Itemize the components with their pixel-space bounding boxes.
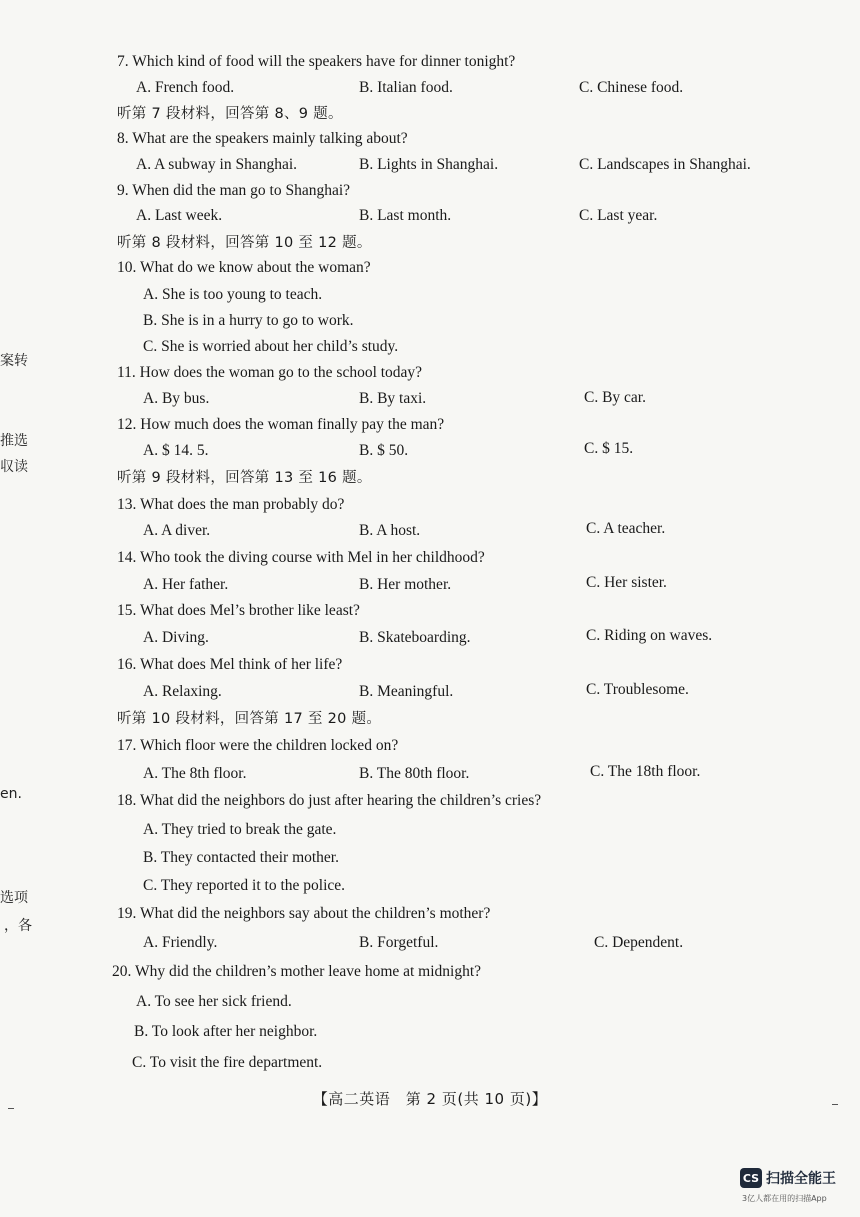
option-b: B. Italian food. — [359, 79, 453, 96]
option-c: C. To visit the fire department. — [132, 1054, 323, 1071]
option-b: B. To look after her neighbor. — [134, 1023, 318, 1040]
margin-fragment: 案转 — [0, 353, 28, 369]
section-heading: 听第 8 段材料，回答第 10 至 12 题。 — [117, 235, 372, 251]
option-c: C. $ 15. — [584, 440, 634, 457]
option-b: B. They contacted their mother. — [143, 849, 339, 866]
option-a: A. Last week. — [136, 207, 223, 224]
section-heading: 听第 7 段材料，回答第 8、9 题。 — [117, 106, 343, 122]
option-a: A. Her father. — [143, 576, 229, 593]
question-stem: 20. Why did the children’s mother leave home at midnight? — [112, 963, 482, 980]
question-stem: 18. What did the neighbors do just after hearing the children’s cries? — [117, 792, 542, 809]
margin-mark — [832, 1104, 838, 1105]
option-a: A. A subway in Shanghai. — [136, 156, 298, 173]
option-c: C. The 18th floor. — [590, 763, 701, 780]
option-c: C. A teacher. — [586, 520, 666, 537]
option-b: B. Forgetful. — [359, 934, 439, 951]
option-b: B. Meaningful. — [359, 683, 454, 700]
cs-logo-icon: CS — [740, 1168, 762, 1188]
margin-mark — [8, 1108, 14, 1109]
question-stem: 10. What do we know about the woman? — [117, 259, 371, 276]
watermark-name: 扫描全能王 — [766, 1171, 836, 1187]
option-a: A. $ 14. 5. — [143, 442, 209, 459]
page-footer: 【高二英语 第 2 页(共 10 页)】 — [312, 1090, 548, 1108]
question-stem: 8. What are the speakers mainly talking about? — [117, 130, 408, 147]
question-stem: 15. What does Mel’s brother like least? — [117, 602, 360, 619]
option-a: A. She is too young to teach. — [143, 286, 323, 303]
option-a: A. Friendly. — [143, 934, 218, 951]
option-b: B. She is in a hurry to go to work. — [143, 312, 354, 329]
question-stem: 16. What does Mel think of her life? — [117, 656, 343, 673]
option-c: C. They reported it to the police. — [143, 877, 346, 894]
option-b: B. Skateboarding. — [359, 629, 471, 646]
option-c: C. Last year. — [579, 207, 658, 224]
question-stem: 14. Who took the diving course with Mel in her childhood? — [117, 549, 485, 566]
question-stem: 11. How does the woman go to the school today? — [117, 364, 423, 381]
question-stem: 17. Which floor were the children locked on? — [117, 737, 399, 754]
option-a: A. The 8th floor. — [143, 765, 247, 782]
option-a: A. French food. — [136, 79, 235, 96]
option-a: A. By bus. — [143, 390, 210, 407]
question-stem: 9. When did the man go to Shanghai? — [117, 182, 351, 199]
section-heading: 听第 10 段材料，回答第 17 至 20 题。 — [117, 711, 382, 727]
question-stem: 7. Which kind of food will the speakers have for dinner tonight? — [117, 53, 516, 70]
margin-fragment: ，各 — [4, 918, 32, 934]
margin-fragment: 推选 — [0, 433, 28, 449]
option-c: C. Riding on waves. — [586, 627, 713, 644]
option-b: B. Last month. — [359, 207, 452, 224]
section-heading: 听第 9 段材料，回答第 13 至 16 题。 — [117, 470, 372, 486]
question-stem: 12. How much does the woman finally pay the man? — [117, 416, 445, 433]
option-b: B. $ 50. — [359, 442, 409, 459]
scanner-watermark — [740, 1168, 836, 1188]
option-c: C. She is worried about her child’s study. — [143, 338, 399, 355]
option-b: B. The 80th floor. — [359, 765, 470, 782]
margin-fragment: 収读 — [0, 459, 28, 475]
option-b: B. A host. — [359, 522, 421, 539]
option-c: C. Her sister. — [586, 574, 667, 591]
option-c: C. Chinese food. — [579, 79, 684, 96]
option-a: A. To see her sick friend. — [136, 993, 292, 1010]
question-stem: 19. What did the neighbors say about the children’s mother? — [117, 905, 491, 922]
option-b: B. By taxi. — [359, 390, 427, 407]
option-c: C. Landscapes in Shanghai. — [579, 156, 751, 173]
option-a: A. They tried to break the gate. — [143, 821, 337, 838]
option-a: A. Diving. — [143, 629, 209, 646]
margin-fragment: 选项 — [0, 890, 28, 906]
margin-fragment: en. — [0, 786, 22, 802]
option-c: C. Troublesome. — [586, 681, 689, 698]
option-b: B. Her mother. — [359, 576, 452, 593]
option-a: A. A diver. — [143, 522, 211, 539]
option-c: C. By car. — [584, 389, 646, 406]
question-stem: 13. What does the man probably do? — [117, 496, 345, 513]
watermark-tagline: 3亿人都在用的扫描App — [742, 1194, 827, 1203]
option-a: A. Relaxing. — [143, 683, 222, 700]
option-b: B. Lights in Shanghai. — [359, 156, 499, 173]
option-c: C. Dependent. — [594, 934, 684, 951]
